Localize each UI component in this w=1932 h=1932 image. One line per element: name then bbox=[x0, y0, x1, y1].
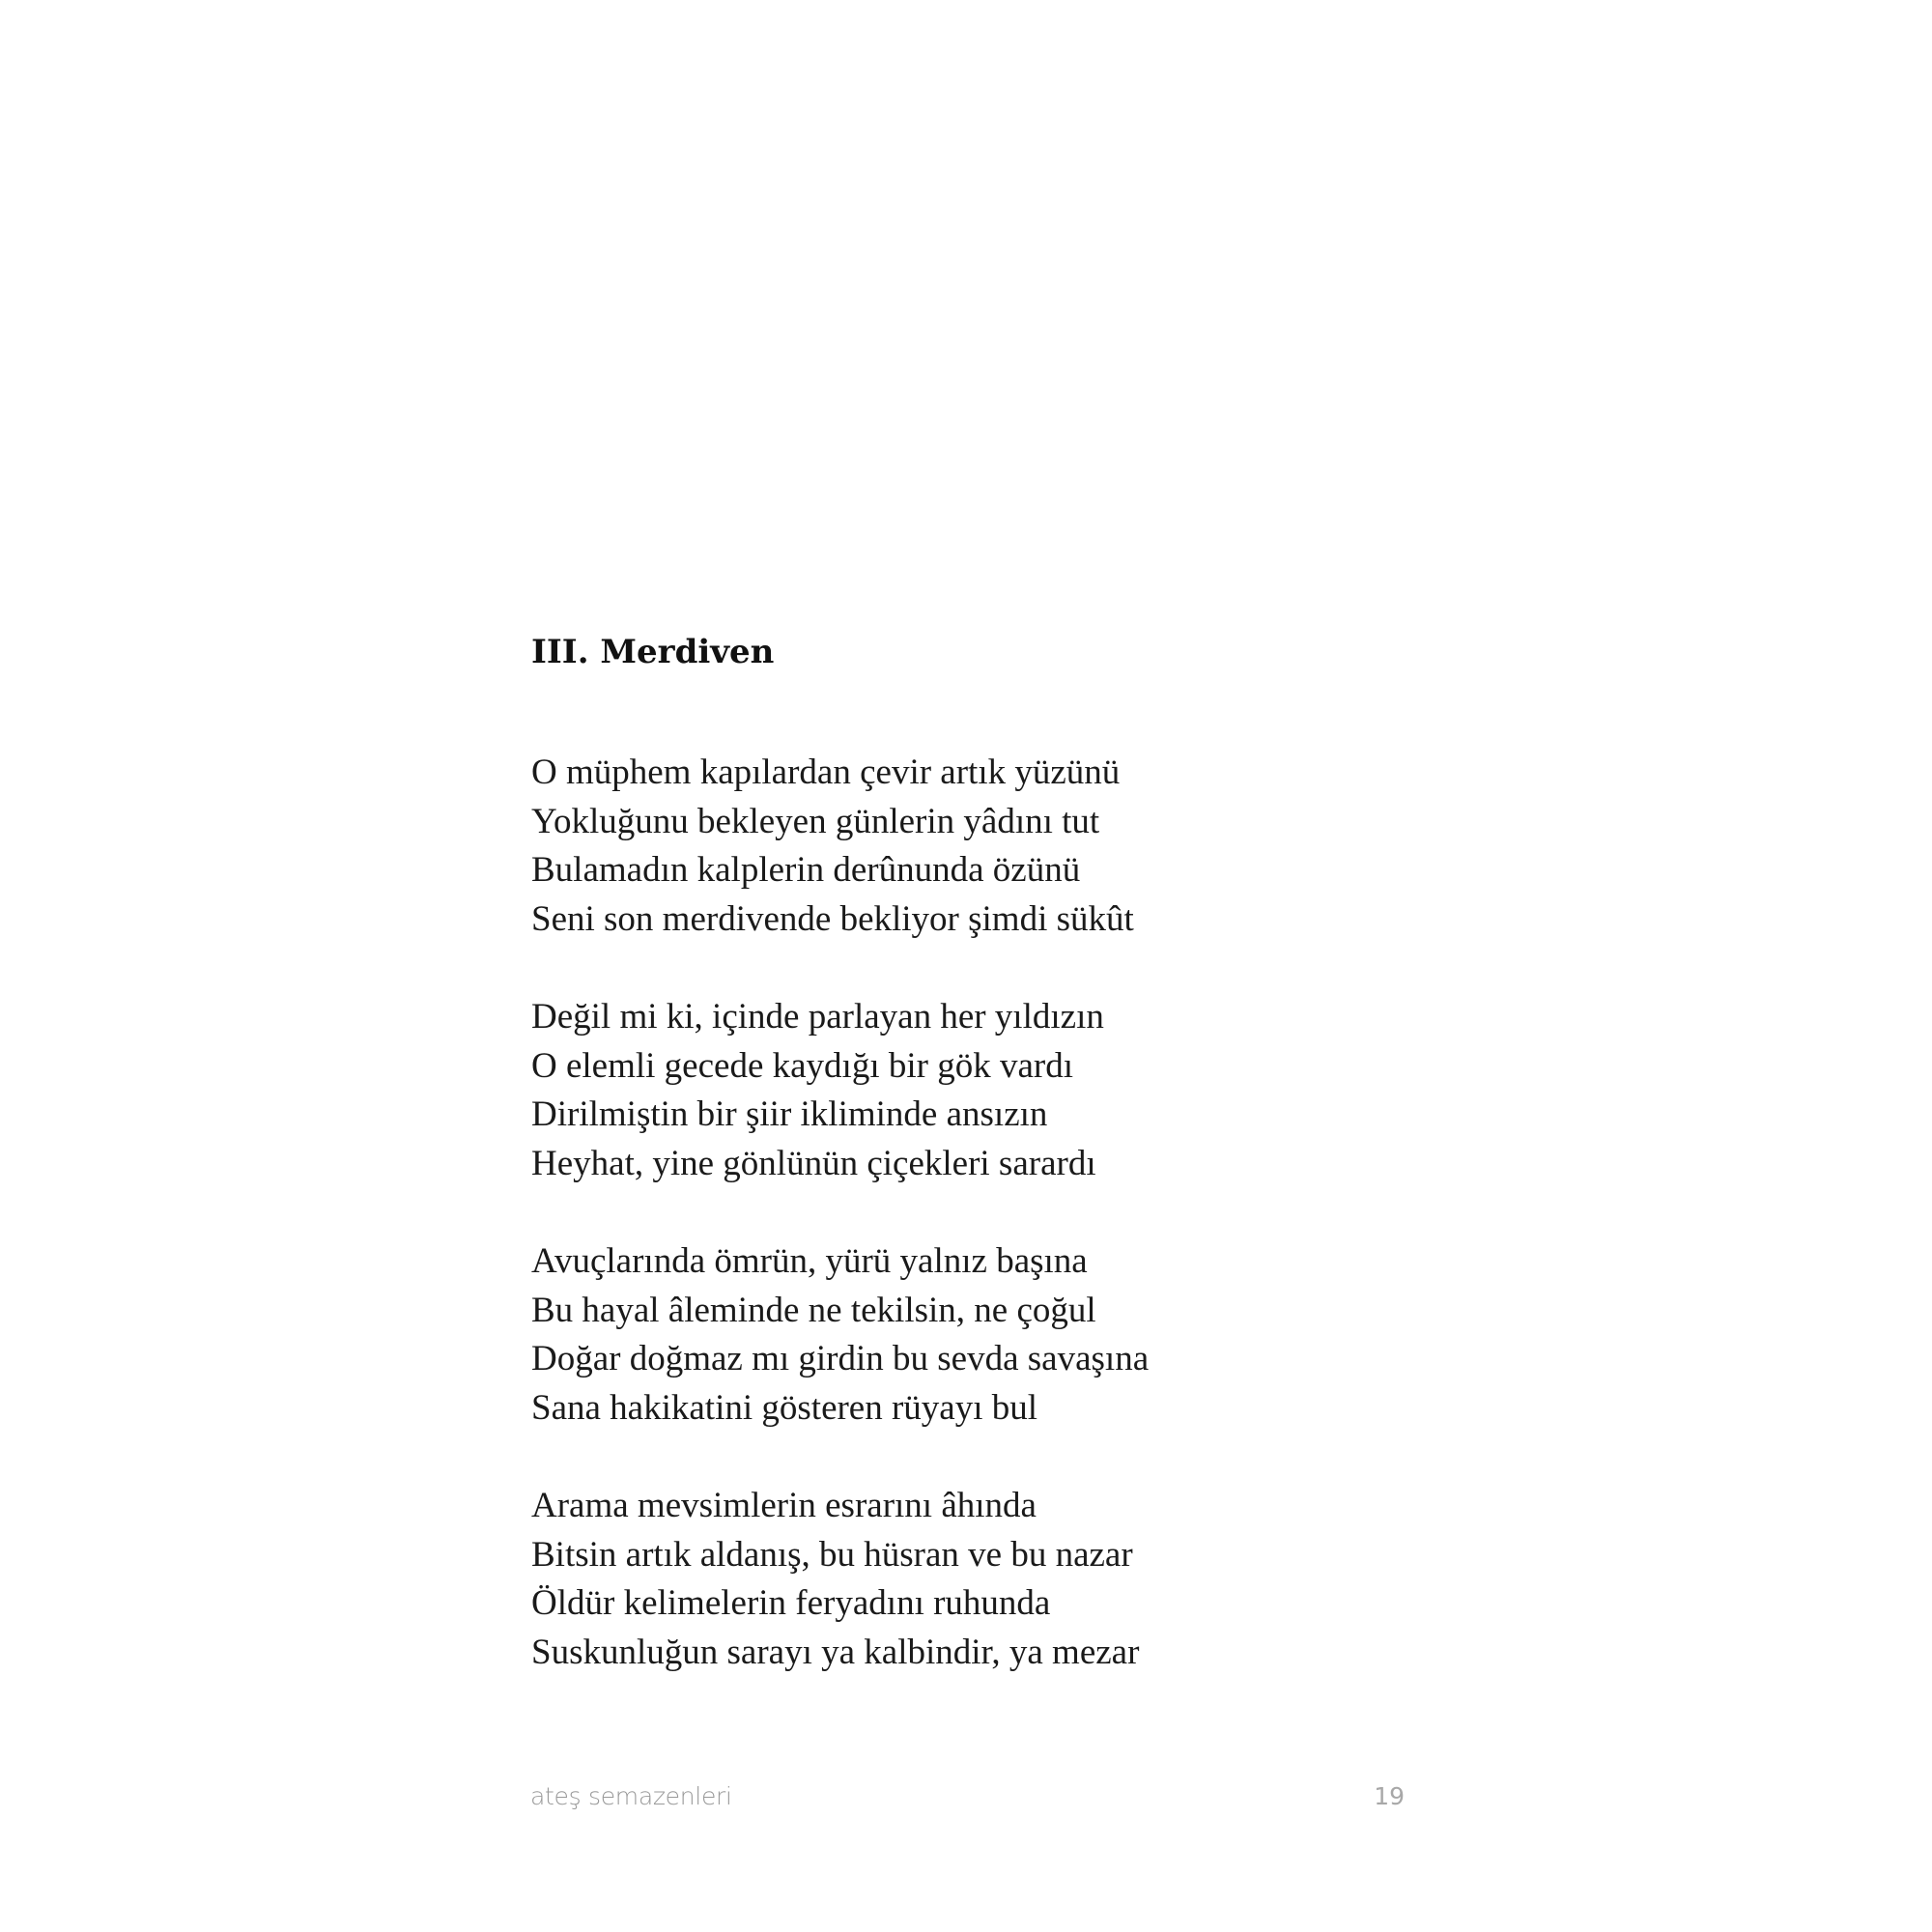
verse-line: Bulamadın kalplerin derûnunda özünü bbox=[531, 850, 1081, 891]
stanza-1 bbox=[531, 749, 1134, 945]
verse-line: Yokluğunu bekleyen günlerin yâdını tut bbox=[531, 801, 1100, 841]
stanza-3 bbox=[531, 1237, 1149, 1434]
poem-title: III. Merdiven bbox=[531, 633, 775, 671]
verse-line: Değil mi ki, içinde parlayan her yıldızın bbox=[531, 997, 1104, 1037]
verse-line: Arama mevsimlerin esrarını âhında bbox=[531, 1486, 1037, 1525]
verse-line: O müphem kapılardan çevir artık yüzünü bbox=[531, 753, 1121, 792]
verse-line: Bu hayal âleminde ne tekilsin, ne çoğul bbox=[531, 1290, 1096, 1330]
verse-line: O elemli gecede kaydığı bir gök vardı bbox=[531, 1045, 1073, 1086]
stanza-2 bbox=[531, 993, 1104, 1189]
verse-line: Doğar doğmaz mı girdin bu sevda savaşına bbox=[531, 1339, 1150, 1379]
footer-book-title: ateş semazenleri bbox=[530, 1782, 732, 1810]
page-number: 19 bbox=[1374, 1782, 1405, 1810]
verse-line: Seni son merdivende bekliyor şimdi sükût bbox=[531, 899, 1134, 940]
verse-line: Sana hakikatini gösteren rüyayı bul bbox=[531, 1388, 1038, 1429]
verse-line: Bitsin artık aldanış, bu hüsran ve bu nazar bbox=[531, 1534, 1133, 1575]
verse-line: Öldür kelimelerin feryadını ruhunda bbox=[531, 1583, 1051, 1624]
verse-line: Suskunluğun sarayı ya kalbindir, ya mezar bbox=[531, 1633, 1140, 1673]
verse-line: Dirilmiştin bir şiir ikliminde ansızın bbox=[531, 1094, 1048, 1135]
verse-line: Heyhat, yine gönlünün çiçekleri sarardı bbox=[531, 1144, 1096, 1184]
verse-line: Avuçlarında ömrün, yürü yalnız başına bbox=[531, 1241, 1088, 1281]
stanza-4 bbox=[531, 1482, 1139, 1678]
